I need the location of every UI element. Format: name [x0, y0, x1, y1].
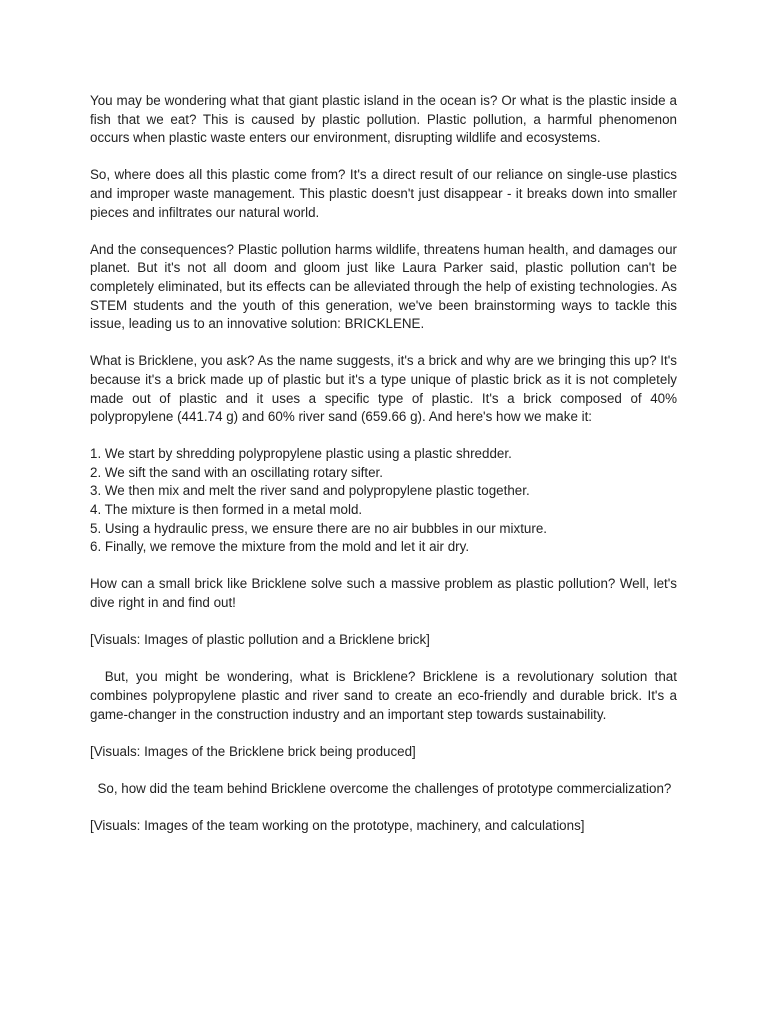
paragraph-plastic-source: So, where does all this plastic come from? It's a direct result of our reliance on single-use plastics and improper waste management. This plastic doesn't just disappear - it breaks down into smaller pieces and infiltrates our natural world. [90, 167, 677, 220]
visuals-note-pollution: [Visuals: Images of plastic pollution and a Bricklene brick] [90, 632, 430, 648]
visuals-note-team: [Visuals: Images of the team working on the prototype, machinery, and calculations] [90, 818, 585, 834]
list-item: 3. We then mix and melt the river sand and polypropylene plastic together. [90, 483, 530, 499]
paragraph-bricklene-solution: But, you might be wondering, what is Bricklene? Bricklene is a revolutionary solution that combines polypropylene plastic and river sand to create an eco-friendly and durable brick. It's a game-changer in the construction industry and an important step towards sustainability. [90, 669, 681, 722]
list-item: 2. We sift the sand with an oscillating rotary sifter. [90, 464, 383, 480]
paragraph-consequences: And the consequences? Plastic pollution harms wildlife, threatens human health, and damages our planet. But it's not all doom and gloom just like Laura Parker said, plastic pollution can't be completely eliminated, but its effects can be alleviated through the help of existing technologies. As STEM students and the youth of this generation, we've been brainstorming ways to tackle this issue, leading us to an innovative solution: BRICKLENE. [90, 241, 677, 332]
paragraph-question: How can a small brick like Bricklene solve such a massive problem as plastic pollution? Well, let's dive right in and find out! [90, 576, 677, 611]
paragraph-what-is-bricklene: What is Bricklene, you ask? As the name suggests, it's a brick and why are we bringing this up? It's because it's a brick made up of plastic but it's a type unique of plastic brick as it is not completely made out of plastic and it uses a specific type of plastic. It's a brick composed of 40% polypropylene (441.74 g) and 60% river sand (659.66 g). And here's how we make it: [90, 353, 677, 425]
list-item: 1. We start by shredding polypropylene plastic using a plastic shredder. [90, 446, 512, 462]
process-steps-list [90, 445, 677, 557]
paragraph-commercialization: So, how did the team behind Bricklene overcome the challenges of prototype commercialization? [90, 780, 672, 796]
list-item: 6. Finally, we remove the mixture from the mold and let it air dry. [90, 539, 470, 555]
paragraph-intro: You may be wondering what that giant plastic island in the ocean is? Or what is the plastic inside a fish that we eat? This is caused by plastic pollution. Plastic pollution, a harmful phenomenon occurs when plastic waste enters our environment, disrupting wildlife and ecosystems. [90, 93, 677, 146]
document-page [90, 92, 681, 854]
list-item: 5. Using a hydraulic press, we ensure there are no air bubbles in our mixture. [90, 520, 548, 536]
visuals-note-production: [Visuals: Images of the Bricklene brick being produced] [90, 743, 416, 759]
list-item: 4. The mixture is then formed in a metal mold. [90, 502, 363, 518]
